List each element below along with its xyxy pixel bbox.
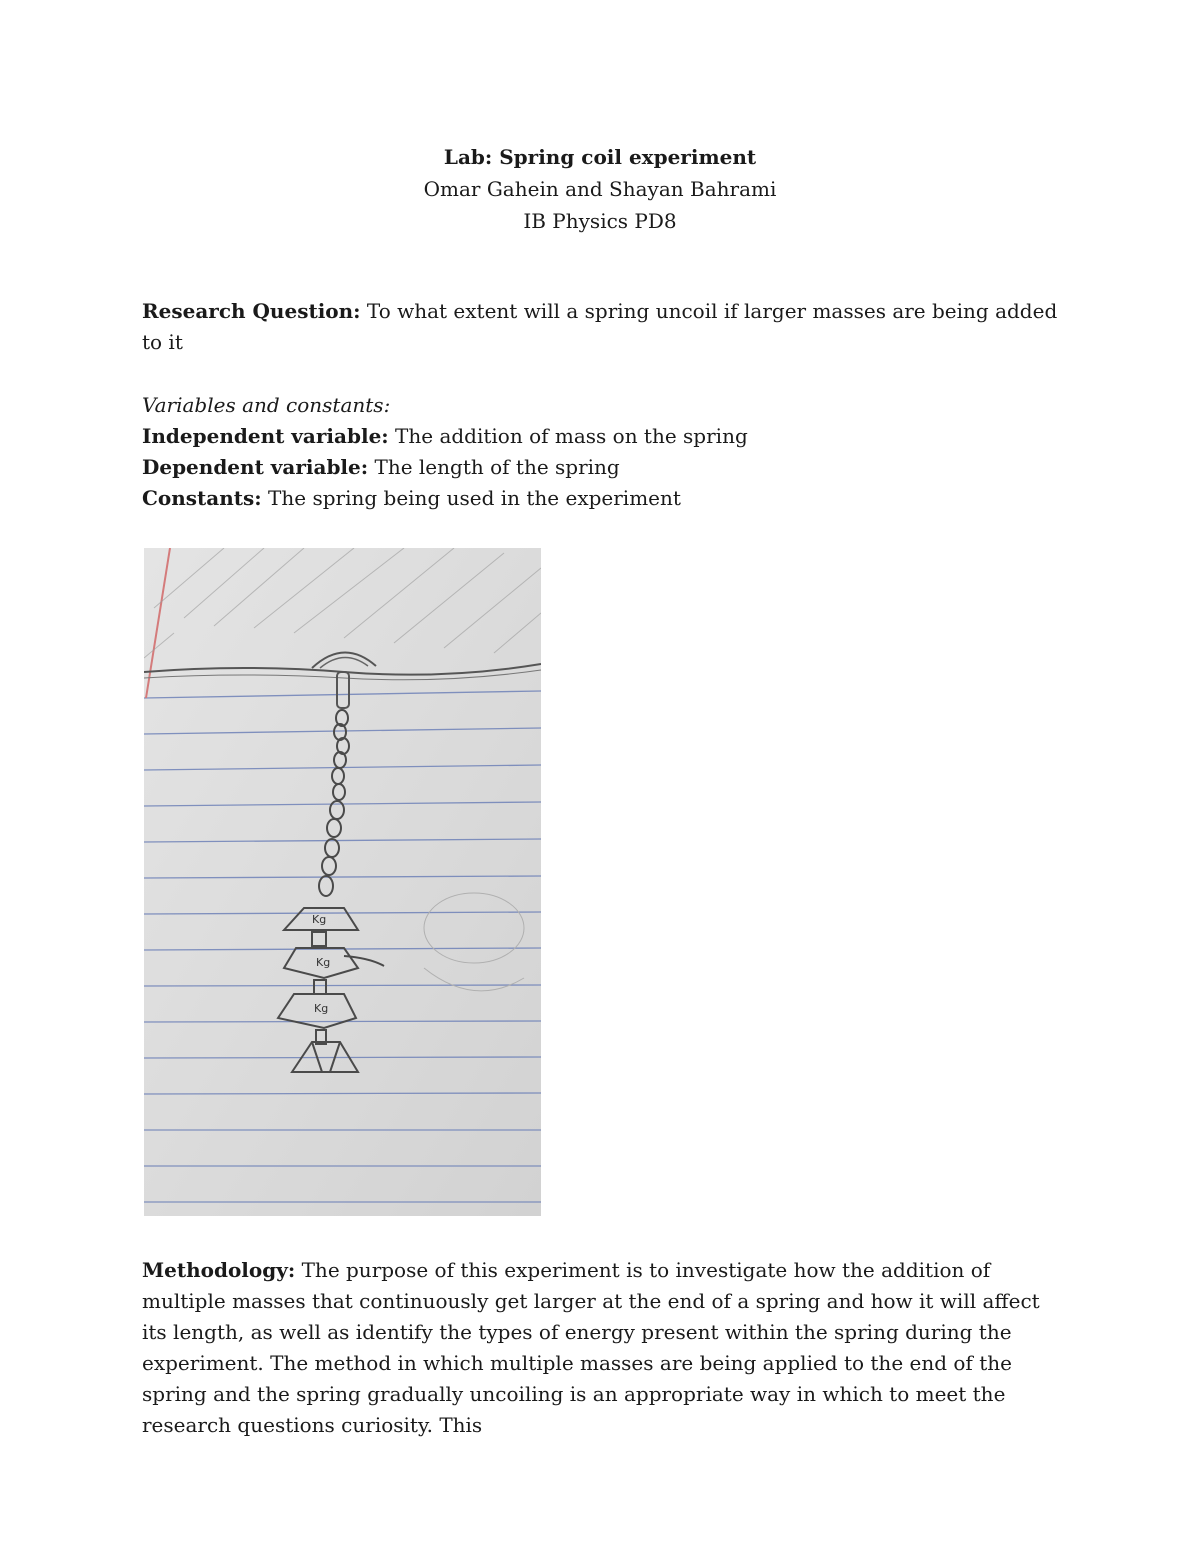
variables-heading: Variables and constants: [142, 393, 391, 417]
constants-label: Constants: [142, 486, 262, 510]
lab-title: Lab: Spring coil experiment [443, 145, 757, 169]
research-question-text: To what extent will a spring uncoil if larger masses are being added to it [142, 299, 1058, 354]
spring-sketch-photo [144, 548, 541, 1216]
constants-line [142, 483, 1062, 514]
methodology-section [142, 1255, 1062, 1441]
independent-variable-label: Independent variable: [142, 424, 389, 448]
spring-sketch-drawing [144, 548, 541, 1216]
mass-label-1: Kg [312, 913, 327, 926]
constants-text: The spring being used in the experiment [261, 486, 681, 510]
paper-background [144, 548, 541, 1216]
independent-variable-text: The addition of mass on the spring [388, 424, 748, 448]
dependent-variable-text: The length of the spring [368, 455, 620, 479]
research-question-label: Research Question: [142, 299, 361, 323]
mass-label-3: Kg [314, 1002, 329, 1015]
research-question [142, 296, 1062, 358]
mass-label-2: Kg [316, 956, 331, 969]
document-header [0, 141, 1200, 237]
independent-variable-line [142, 421, 1062, 452]
variables-section [142, 390, 1062, 514]
authors-line: Omar Gahein and Shayan Bahrami [423, 177, 777, 201]
methodology-text: The purpose of this experiment is to investigate how the addition of multiple masses that continuously get larger at the end of a spring and how it will affect its length, as well as identify the types of energy present within the spring during the experiment. The method in which multiple masses are being applied to the end of the spring and the spring gradually uncoiling is an appropriate way in which to meet the research questions curiosity. This [142, 1258, 1040, 1437]
course-line: IB Physics PD8 [523, 209, 677, 233]
methodology-label: Methodology: [142, 1258, 296, 1282]
dependent-variable-line [142, 452, 1062, 483]
dependent-variable-label: Dependent variable: [142, 455, 369, 479]
